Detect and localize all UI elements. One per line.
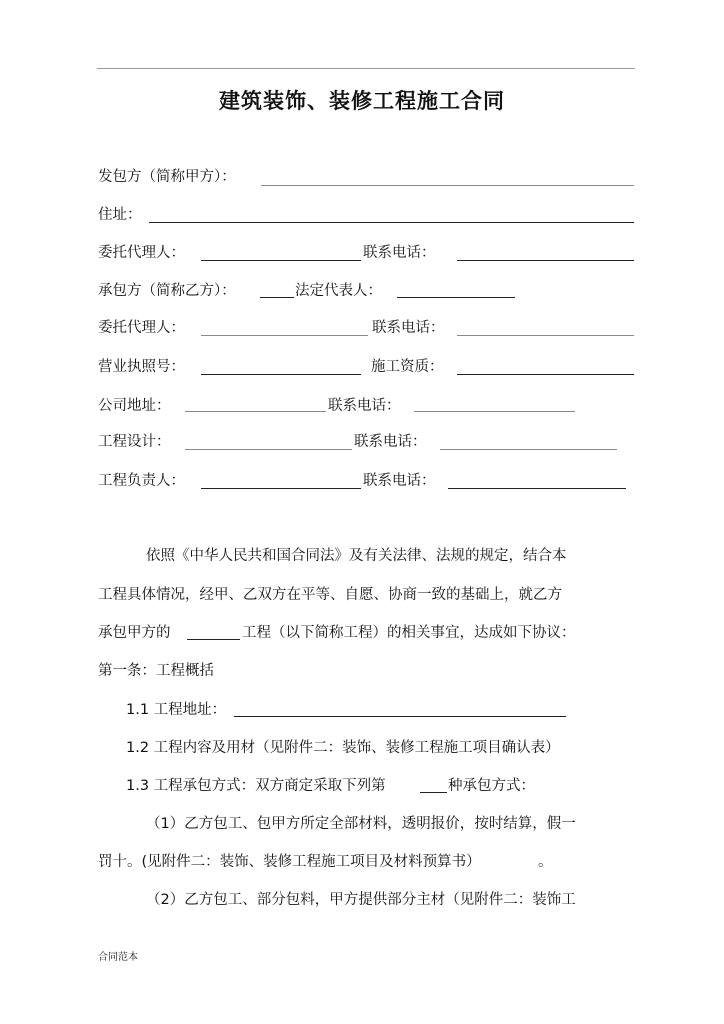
field-label-legal-rep: 法定代表人：	[295, 283, 382, 299]
field-label-party-b: 承包方（简称乙方）：	[98, 283, 236, 299]
field-blank-phone-designer[interactable]	[440, 449, 617, 450]
field-label-manager: 工程负责人：	[98, 473, 185, 489]
project-name-blank[interactable]	[187, 639, 240, 640]
field-label-agent-a: 委托代理人：	[98, 245, 185, 261]
field-blank-qualification[interactable]	[457, 374, 634, 375]
field-label-address: 住址：	[98, 207, 142, 223]
field-blank-designer[interactable]	[185, 449, 352, 450]
field-blank-address[interactable]	[149, 222, 634, 223]
field-blank-manager[interactable]	[201, 488, 361, 489]
field-blank-phone-company[interactable]	[414, 411, 575, 412]
field-blank-company-address[interactable]	[185, 411, 326, 412]
field-label-qualification: 施工资质：	[371, 359, 444, 375]
field-label-phone-designer: 联系电话：	[354, 434, 427, 450]
field-blank-phone-a[interactable]	[457, 260, 634, 261]
intro-line-3-end: 工程（以下简称工程）的相关事宜，达成如下协议：	[242, 625, 576, 641]
field-label-agent-b: 委托代理人：	[98, 320, 185, 336]
field-label-phone-company: 联系电话：	[328, 398, 401, 414]
item-1-3-start: 1.3 工程承包方式：双方商定采取下列第	[126, 778, 386, 794]
field-blank-party-b[interactable]	[260, 297, 294, 298]
item-1-1-label: 1.1 工程地址：	[126, 702, 227, 718]
item-1-2: 1.2 工程内容及用材（见附件二：装饰、装修工程施工项目确认表）	[126, 740, 560, 756]
field-label-contractor-party-a: 发包方（简称甲方）：	[98, 169, 236, 185]
option-2-line-1: （2）乙方包工、部分包料，甲方提供部分主材（见附件二：装饰工	[146, 892, 576, 908]
field-label-phone-manager: 联系电话：	[363, 473, 436, 489]
article-1-heading: 第一条：工程概括	[98, 663, 214, 679]
field-label-phone-b: 联系电话：	[372, 320, 445, 336]
intro-line-2: 工程具体情况，经甲、乙双方在平等、自愿、协商一致的基础上，就乙方	[98, 587, 562, 603]
header-rule	[97, 68, 635, 69]
option-1-line-1: （1）乙方包工、包甲方所定全部材料，透明报价，按时结算，假一	[146, 816, 576, 832]
field-blank-license-no[interactable]	[201, 374, 361, 375]
field-label-company-address: 公司地址：	[98, 398, 171, 414]
field-blank-agent-a[interactable]	[201, 260, 361, 261]
field-blank-phone-manager[interactable]	[448, 488, 626, 489]
option-1-period: 。	[538, 854, 553, 870]
field-blank-phone-b[interactable]	[457, 335, 634, 336]
document-title: 建筑装饰、装修工程施工合同	[219, 89, 505, 113]
field-label-phone-a: 联系电话：	[363, 245, 436, 261]
intro-line-3-start: 承包甲方的	[98, 625, 171, 641]
field-blank-party-a[interactable]	[261, 185, 634, 186]
footer-label: 合同范本	[98, 952, 138, 963]
field-blank-agent-b[interactable]	[201, 335, 368, 336]
field-label-license-no: 营业执照号：	[98, 359, 185, 375]
contract-type-blank[interactable]	[420, 792, 447, 793]
field-label-designer: 工程设计：	[98, 434, 171, 450]
project-address-blank[interactable]	[234, 716, 566, 717]
field-blank-legal-rep[interactable]	[397, 297, 515, 298]
item-1-3-end: 种承包方式：	[448, 778, 535, 794]
intro-line-1: 依照《中华人民共和国合同法》及有关法律、法规的规定，结合本	[146, 548, 567, 564]
option-1-line-2: 罚十。(见附件二：装饰、装修工程施工项目及材料预算书）	[98, 854, 481, 870]
